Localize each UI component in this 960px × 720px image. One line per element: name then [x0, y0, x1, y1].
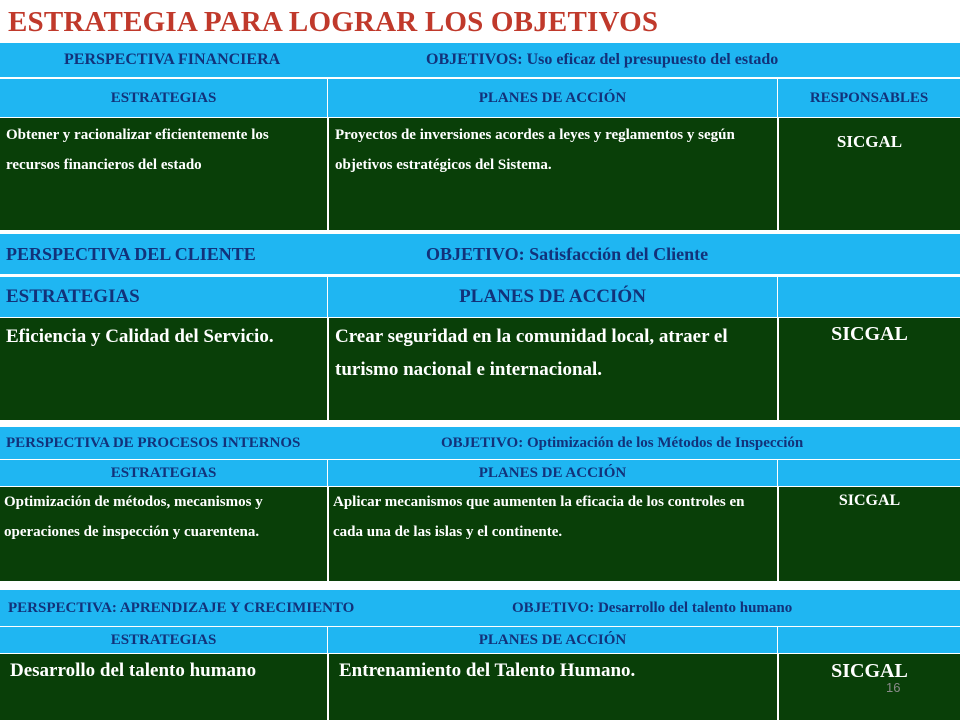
- perspective-label: PERSPECTIVA: APRENDIZAJE Y CRECIMIENTO: [8, 599, 355, 616]
- strategy-cell: Desarrollo del talento humano: [0, 654, 327, 720]
- perspective-label: PERSPECTIVA DE PROCESOS INTERNOS: [6, 434, 301, 451]
- header-empty: [778, 627, 960, 653]
- strategy-cell: Obtener y racionalizar eficientemente los recursos financieros del estado: [0, 118, 327, 230]
- header-row-financiera: [0, 79, 960, 117]
- header-planes: PLANES DE ACCIÓN: [328, 460, 778, 486]
- data-row-financiera: [0, 118, 960, 230]
- objective-label: OBJETIVO: Desarrollo del talento humano: [512, 599, 793, 616]
- header-row-cliente: [0, 277, 960, 317]
- header-estrategias: ESTRATEGIAS: [0, 79, 328, 117]
- band-cliente: [0, 234, 960, 274]
- data-row-aprendizaje: [0, 654, 960, 720]
- plan-cell: Entrenamiento del Talento Humano.: [329, 654, 777, 720]
- data-row-cliente: [0, 318, 960, 420]
- header-estrategias-text: ESTRATEGIAS: [6, 286, 140, 307]
- perspective-label: PERSPECTIVA FINANCIERA: [64, 51, 281, 68]
- header-row-procesos: [0, 460, 960, 486]
- title-word-estrategia: ESTRATEGIA: [8, 6, 197, 38]
- perspective-label: PERSPECTIVA DEL CLIENTE: [6, 243, 256, 264]
- header-empty: [778, 277, 960, 317]
- plan-cell: Aplicar mecanismos que aumenten la eficacia de los controles en cada una de las islas y el continente.: [329, 487, 777, 581]
- objective-label: OBJETIVOS: Uso eficaz del presupuesto del estado: [426, 51, 779, 68]
- header-row-aprendizaje: [0, 627, 960, 653]
- objective-label: OBJETIVO: Satisfacción del Cliente: [426, 243, 709, 264]
- responsible-cell: SICGAL: [779, 118, 960, 230]
- plan-cell: Proyectos de inversiones acordes a leyes y reglamentos y según objetivos estratégicos del Sistema.: [329, 118, 777, 230]
- responsible-cell: SICGAL: [779, 487, 960, 581]
- band-procesos: [0, 427, 960, 459]
- data-row-procesos: [0, 487, 960, 581]
- band-financiera: [0, 43, 960, 77]
- page-title: [8, 6, 658, 39]
- strategy-cell: Eficiencia y Calidad del Servicio.: [0, 318, 327, 420]
- objective-label: OBJETIVO: Optimización de los Métodos de Inspección: [441, 434, 804, 451]
- header-responsables: RESPONSABLES: [778, 79, 960, 117]
- title-rest: PARA LOGRAR LOS OBJETIVOS: [203, 6, 659, 38]
- responsible-cell: SICGAL: [779, 654, 960, 720]
- responsible-cell: SICGAL: [779, 318, 960, 420]
- header-estrategias: [0, 277, 328, 317]
- page-number: 16: [886, 680, 901, 695]
- header-planes: PLANES DE ACCIÓN: [328, 277, 778, 317]
- header-planes: PLANES DE ACCIÓN: [328, 79, 778, 117]
- plan-cell: Crear seguridad en la comunidad local, atraer el turismo nacional e internacional.: [329, 318, 777, 420]
- header-estrategias: ESTRATEGIAS: [0, 460, 328, 486]
- strategy-cell: Optimización de métodos, mecanismos y operaciones de inspección y cuarentena.: [0, 487, 327, 581]
- header-estrategias: ESTRATEGIAS: [0, 627, 328, 653]
- header-planes: PLANES DE ACCIÓN: [328, 627, 778, 653]
- header-empty: [778, 460, 960, 486]
- band-aprendizaje: [0, 590, 960, 626]
